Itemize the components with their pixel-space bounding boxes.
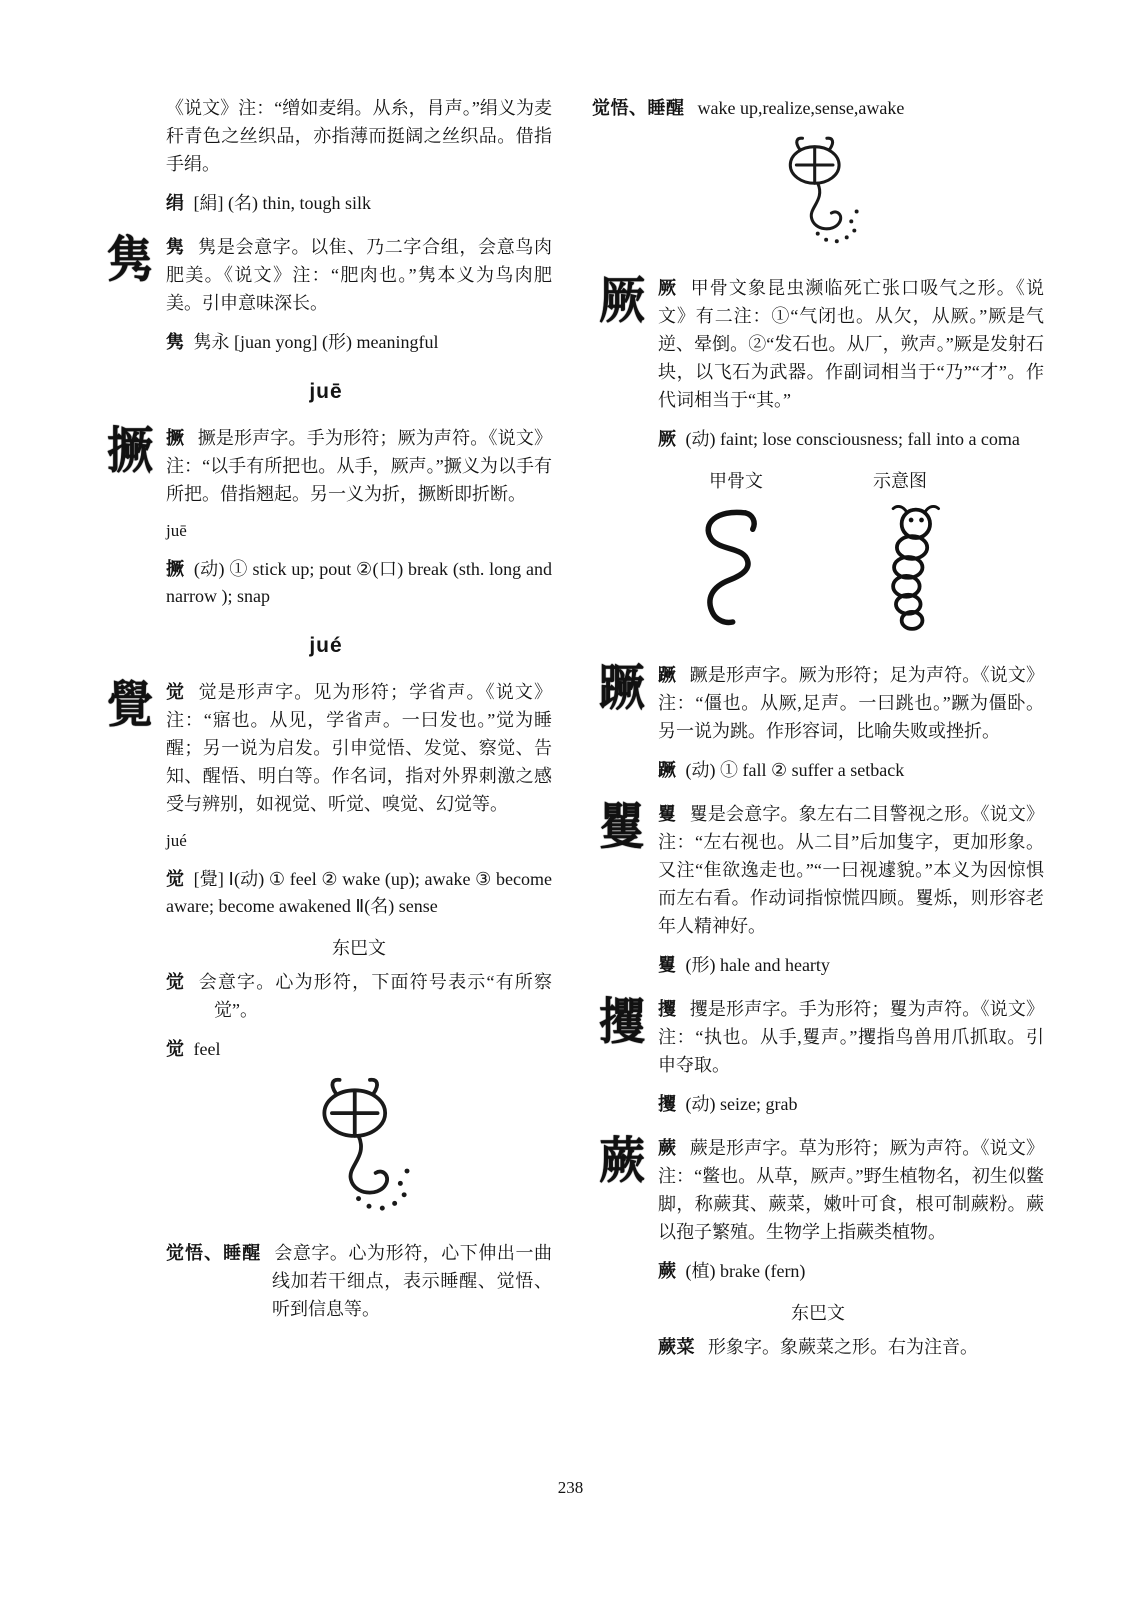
dongba-script-label: 东巴文 — [332, 938, 386, 958]
definition-line — [166, 190, 552, 217]
headword: 觉 — [166, 1039, 185, 1059]
entry-jue-stickup — [100, 420, 553, 610]
headword: 蕨菜 — [658, 1337, 695, 1357]
headword: 撅 — [166, 428, 185, 448]
entry-body-text: 矍是会意字。象左右二目警视之形。《说文》注：“左右视也。从二目”后加隻字，更加形象。又注“隹欲逸走也。”“一曰视遽貌。”本义为因惊惧而左右看。作动词指惊慌四顾。矍烁，则形容老年人精神好。 — [658, 804, 1045, 936]
headword: 矍 — [658, 804, 677, 824]
definition-line — [166, 1036, 552, 1063]
definition-line — [166, 866, 552, 920]
dongba-gloss-line — [592, 94, 1044, 122]
left-column — [100, 94, 552, 1377]
entry-body-text: 觉是形声字。见为形符；学省声。《说文》注：“寤也。从见，学省声。一曰发也。”觉为睡醒；另一说为启发。引申觉悟、发觉、察觉、告知、醒悟、明白等。作名词，指对外界刺激之感受与辨别，如视觉、听觉、嗅觉、幻觉等。 — [166, 682, 553, 814]
headword: 厥 — [658, 429, 677, 449]
entry-jue-fall — [592, 657, 1045, 784]
seal-script-jue-seize-image: 攫 — [599, 991, 645, 1051]
definition-text: (植) brake (fern) — [685, 1261, 806, 1281]
entry-body-text: 蕨是形声字。草为形符；厥为声符。《说文》注：“鳖也。从草，厥声。”野生植物名，初生似鳖脚，称蕨萁、蕨菜，嫩叶可食，根可制蕨粉。蕨以孢子繁殖。生物学上指蕨类植物。 — [658, 1138, 1045, 1242]
entry-body — [658, 661, 1044, 745]
headword: 蹶 — [658, 665, 677, 685]
headword: 觉 — [166, 682, 186, 702]
definition-text: (形) hale and hearty — [685, 955, 830, 975]
entry-body — [166, 678, 552, 818]
dongba-note-text: 会意字。心为形符，下面符号表示“有所察觉”。 — [198, 972, 552, 1020]
entry-jue-fern — [592, 1130, 1045, 1361]
definition-line — [592, 426, 1044, 453]
entry-jue-faint — [592, 270, 1045, 645]
dongba-script-label: 东巴文 — [791, 1303, 845, 1323]
entry-body — [658, 995, 1044, 1079]
entry-body — [658, 1134, 1044, 1246]
dongba-note — [166, 968, 552, 1024]
entry-body: 《说文》注：“缯如麦绢。从糸，肙声。”绢义为麦秆青色之丝织品，亦指薄而挺阔之丝织品。借指手绢。 — [166, 98, 552, 174]
definition-line — [592, 1258, 1044, 1285]
pinyin-line: jué — [166, 831, 187, 850]
oracle-bone-jue-image — [680, 503, 780, 641]
entry-body-text: 攫是形声字。手为形符；矍为声符。《说文》注：“执也。从手,矍声。”攫指鸟兽用爪抓取。引申夺取。 — [658, 999, 1045, 1075]
pinyin-line: juē — [166, 521, 187, 540]
entry-body-text: 隽是会意字。以隹、乃二字合组，会意鸟肉肥美。《说文》注：“肥肉也。”隽本义为鸟肉肥美。引申意味深长。 — [166, 237, 553, 313]
dongba-wake-figure — [166, 1077, 552, 1229]
seal-script-jue-stickup-image: 撅 — [107, 420, 153, 480]
dongba-note-text: 形象字。象蕨菜之形。右为注音。 — [708, 1337, 978, 1357]
definition-line — [166, 329, 552, 356]
headword: 觉 — [166, 972, 186, 992]
definition-text: (动) seize; grab — [685, 1094, 798, 1114]
insect-diagram-image — [870, 503, 956, 645]
dongba-wake-pictograph-image — [761, 136, 876, 258]
headword: 绢 — [166, 193, 185, 213]
oracle-bone-label: 甲骨文 — [709, 471, 763, 491]
definition-text: (动) ① fall ② suffer a setback — [685, 760, 905, 780]
right-column — [592, 94, 1044, 1377]
definition-text: feel — [193, 1039, 221, 1059]
two-column-layout — [100, 94, 1043, 1377]
headword: 撅 — [166, 559, 185, 579]
pinyin-section-heading-jue2: jué — [309, 634, 343, 657]
entry-body-text: 甲骨文象昆虫濒临死亡张口吸气之形。《说文》有二注：①“气闭也。从欠，从厥。”厥是气逆、晕倒。②“发石也。从厂，欮声。”厥是发射石块，以飞石为武器。作副词相当于“乃”“才”。作代词相当于“其。” — [658, 278, 1045, 410]
entry-juan-continuation — [100, 94, 552, 217]
definition-line — [166, 556, 552, 610]
entry-jue-feel — [100, 674, 553, 1323]
headword: 隽 — [166, 237, 186, 257]
headword: 觉 — [166, 869, 185, 889]
headword: 觉悟、睡醒 — [166, 1243, 262, 1263]
diagram-label: 示意图 — [873, 471, 927, 491]
headword: 蕨 — [658, 1138, 677, 1158]
seal-script-jue-feel-image: 覺 — [107, 674, 153, 734]
definition-line — [592, 952, 1044, 979]
entry-body — [166, 233, 552, 317]
headword: 厥 — [658, 278, 678, 298]
dongba-note — [658, 1333, 1044, 1361]
headword: 隽 — [166, 332, 185, 352]
pinyin-section-heading-jue1: juē — [309, 380, 343, 403]
headword: 攫 — [658, 999, 677, 1019]
gloss-text: wake up,realize,sense,awake — [697, 98, 905, 118]
definition-line — [592, 757, 1044, 784]
dongba-wake-figure-top — [592, 136, 1044, 258]
definition-text: [覺] Ⅰ(动) ① feel ② wake (up); awake ③ become aware; become awakened Ⅱ(名) sense — [166, 869, 552, 916]
seal-script-jue-faint-image: 厥 — [599, 270, 645, 330]
page-number: 238 — [557, 1478, 584, 1497]
entry-body — [166, 424, 552, 508]
definition-text: (动) faint; lose consciousness; fall into a coma — [685, 429, 1020, 449]
entry-jue-seize — [592, 991, 1045, 1118]
oracle-and-diagram-figures — [592, 503, 1044, 645]
headword: 矍 — [658, 955, 677, 975]
definition-line — [592, 1091, 1044, 1118]
headword: 蹶 — [658, 760, 677, 780]
figure-captions — [592, 467, 1044, 493]
headword: 攫 — [658, 1094, 677, 1114]
headword: 蕨 — [658, 1261, 677, 1281]
entry-jue-hale — [592, 796, 1045, 979]
entry-jun — [100, 229, 553, 356]
definition-text: [絹] (名) thin, tough silk — [193, 193, 371, 213]
entry-body-text: 蹶是形声字。厥为形符；足为声符。《说文》注：“僵也。从厥,足声。一曰跳也。”蹶为僵卧。另一说为跳。作形容词，比喻失败或挫折。 — [658, 665, 1045, 741]
seal-script-jun-image: 隽 — [107, 229, 153, 289]
dongba-wake-pictograph-image — [287, 1077, 432, 1229]
entry-body — [658, 800, 1044, 940]
definition-text: 隽永 [juan yong] (形) meaningful — [193, 332, 439, 352]
seal-script-jue-hale-image: 矍 — [599, 796, 645, 856]
dongba-wake-top-block — [592, 94, 1044, 258]
seal-script-jue-fall-image: 蹶 — [599, 657, 645, 717]
definition-text: (动) ① stick up; pout ②(口) break (sth. long and narrow ); snap — [166, 559, 553, 606]
headword: 觉悟、睡醒 — [592, 98, 685, 118]
seal-script-jue-fern-image: 蕨 — [599, 1130, 645, 1190]
dongba-note-text: 会意字。心为形符，心下伸出一曲线加若干细点，表示睡醒、觉悟、听到信息等。 — [272, 1243, 553, 1319]
entry-body — [658, 274, 1044, 414]
dongba-note — [166, 1239, 552, 1323]
entry-body-text: 撅是形声字。手为形符；厥为声符。《说文》注：“以手有所把也。从手，厥声。”撅义为以手有所把。借指翘起。另一义为折，撅断即折断。 — [166, 428, 553, 504]
